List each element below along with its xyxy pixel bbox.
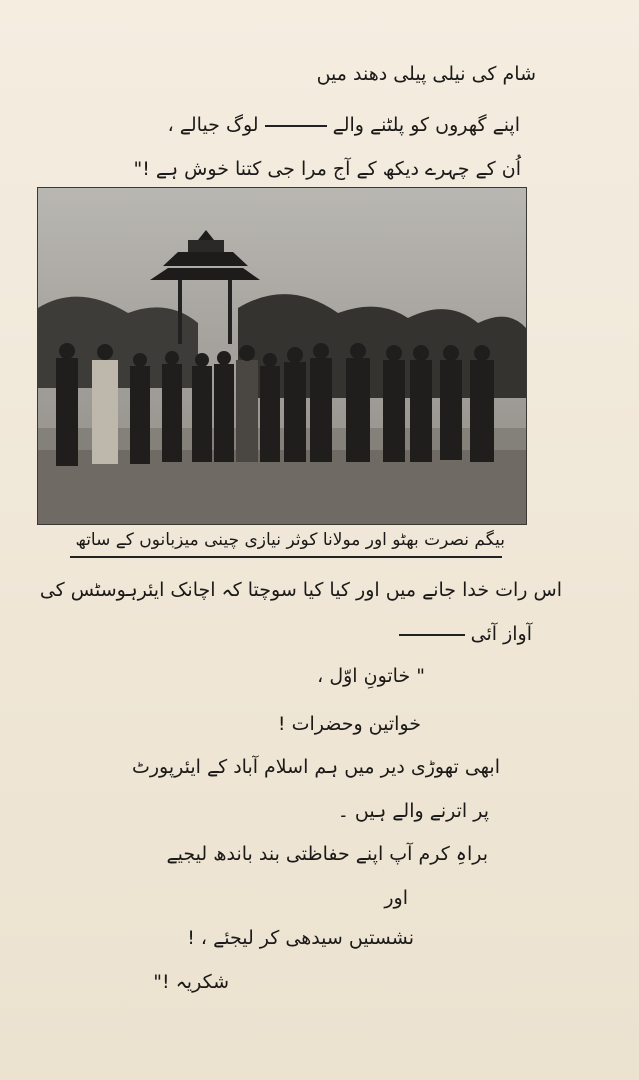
announcement-line-2: خواتین وحضرات ! [277, 713, 421, 735]
announcement-line-7: نشستیں سیدھی کر لیجئے ، ! [187, 927, 414, 949]
photo-caption: بیگم نصرت بھٹو اور مولانا کوثر نیازی چینی میزبانوں کے ساتھ [75, 530, 505, 550]
poem-line-3: اُن کے چہرے دیکھ کے آج مرا جی کتنا خوش ہے !" [133, 158, 521, 180]
announcement-line-5: براہِ کرم آپ اپنے حفاظتی بند باندھ لیجیے [166, 843, 488, 865]
announcement-line-4: پر اترنے والے ہیں ۔ [337, 800, 489, 822]
dash-rule [265, 125, 327, 127]
caption-underline [70, 556, 502, 558]
narrative-line-2-text: آواز آئی [470, 623, 532, 645]
photo-illustration [38, 188, 526, 524]
poem-line-2-end: لوگ جیالے ، [167, 114, 259, 136]
group-photograph [37, 187, 527, 525]
announcement-line-3: ابھی تھوڑی دیر میں ہم اسلام آباد کے ایئرپورٹ [131, 756, 500, 778]
dash-rule [399, 634, 465, 636]
poem-line-1: شام کی نیلی پیلی دھند میں [316, 63, 536, 85]
poem-line-2-start: اپنے گھروں کو پلٹنے والے [332, 114, 520, 136]
narrative-line-1: اس رات خدا جانے میں اور کیا کیا سوچتا کہ اچانک ایئرہوسٹس کی [39, 579, 562, 601]
poem-line-2 [168, 113, 520, 137]
announcement-line-8: شکریہ !" [153, 971, 229, 993]
announcement-line-1: " خاتونِ اوّل ، [317, 665, 425, 687]
narrative-line-2 [393, 622, 532, 646]
announcement-line-6: اور [384, 887, 408, 909]
